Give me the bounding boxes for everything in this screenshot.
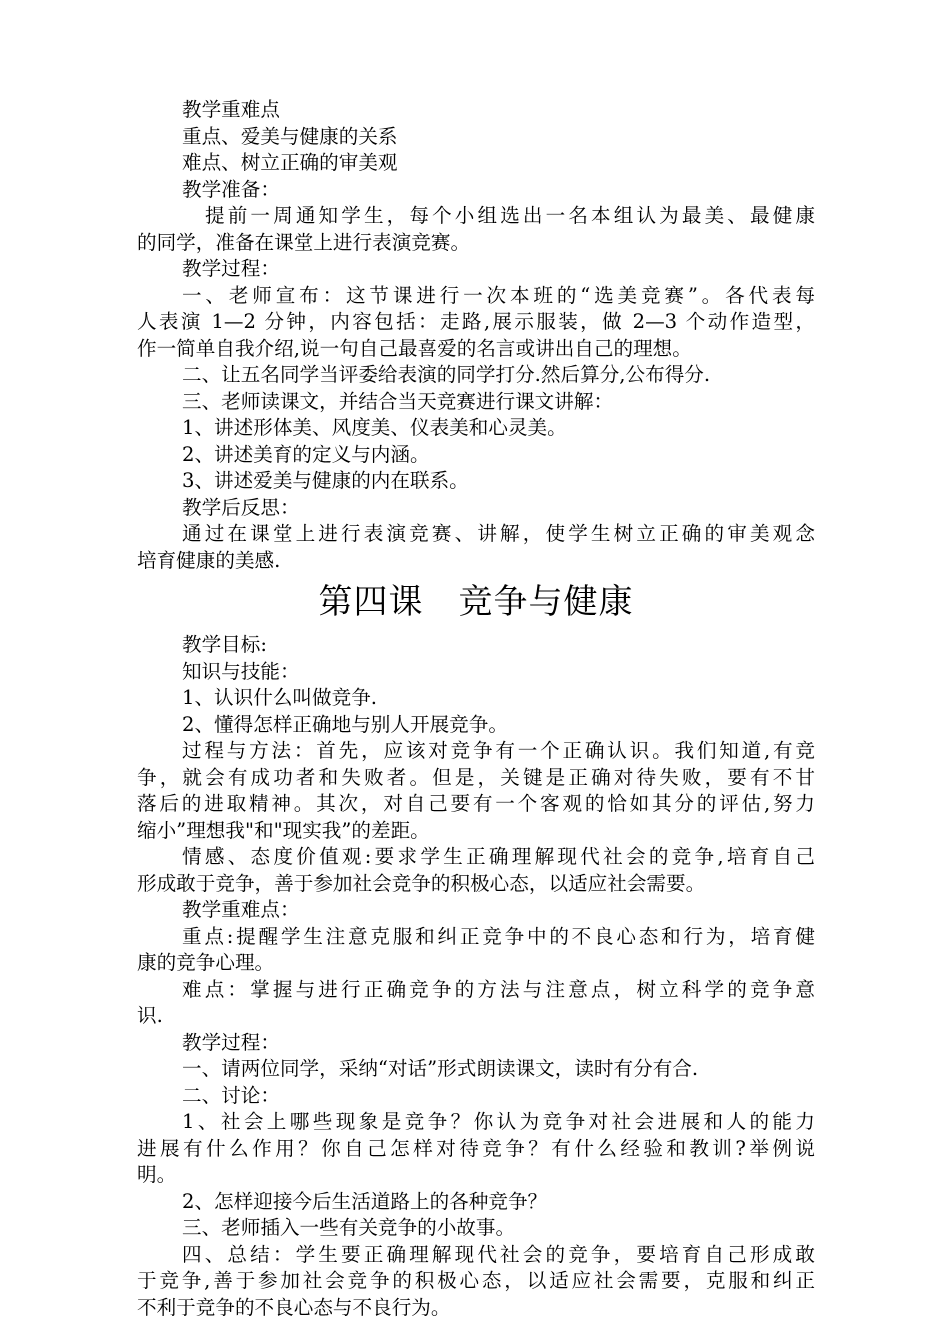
text-line: 缩小”理想我"和"现实我”的差距。 <box>137 818 430 842</box>
text-line: 于竞争,善于参加社会竞争的积极心态，以适应社会需要，克服和纠正 <box>137 1269 815 1292</box>
text-line: 识. <box>137 1004 163 1027</box>
text-line: 知识与技能： <box>182 659 300 683</box>
text-line: 作一简单自我介绍,说一句自己最喜爱的名言或讲出自己的理想。 <box>137 336 692 360</box>
text-line: 教学重难点： <box>182 898 300 921</box>
text-line: 教学后反思： <box>182 495 300 519</box>
lesson-title: 第四课 竞争与健康 <box>318 582 634 622</box>
text-line: 3、讲述爱美与健康的内在联系。 <box>182 469 469 492</box>
text-line: 明。 <box>137 1163 177 1186</box>
text-line: 康的竞争心理。 <box>137 951 275 974</box>
text-line: 四、总结：学生要正确理解现代社会的竞争，要培育自己形成敢 <box>182 1242 815 1266</box>
text-line: 三、老师插入一些有关竞争的小故事。 <box>182 1216 516 1239</box>
document-body <box>137 97 815 1321</box>
text-line: 难点、树立正确的审美观 <box>182 151 398 174</box>
text-line: 教学目标: <box>182 633 267 656</box>
text-line: 教学准备： <box>182 177 280 201</box>
text-line: 1、社会上哪些现象是竞争？你认为竞争对社会进展和人的能力 <box>182 1110 815 1133</box>
text-line: 二、让五名同学当评委给表演的同学打分.然后算分,公布得分. <box>182 363 711 386</box>
lesson-plan-section-1 <box>137 97 815 574</box>
text-line: 2、懂得怎样正确地与别人开展竞争。 <box>182 712 508 736</box>
text-line: 不利于竞争的不良心态与不良行为。 <box>137 1295 451 1319</box>
text-line: 2、怎样迎接今后生活道路上的各种竞争？ <box>182 1189 548 1213</box>
text-line: 形成敢于竞争，善于参加社会竞争的积极心态，以适应社会需要。 <box>137 871 706 895</box>
text-line: 教学过程： <box>182 257 280 280</box>
text-line: 的同学，准备在课堂上进行表演竞赛。 <box>137 230 471 254</box>
text-line: 教学过程： <box>182 1030 280 1054</box>
text-line: 争，就会有成功者和失败者。但是，关键是正确对待失败，要有不甘 <box>137 765 815 789</box>
text-line: 1、认识什么叫做竞争. <box>182 686 378 709</box>
text-line: 通过在课堂上进行表演竞赛、讲解，使学生树立正确的审美观念 <box>182 522 815 545</box>
text-line: 难点：掌握与进行正确竞争的方法与注意点，树立科学的竞争意 <box>182 977 815 1001</box>
text-line: 人表演 1—2 分钟，内容包括：走路,展示服装，做 2—3 个动作造型， <box>137 310 815 333</box>
text-line: 二、讨论： <box>182 1083 280 1107</box>
text-line: 一、请两位同学，采纳“对话”形式朗读课文，读时有分有合. <box>182 1057 699 1080</box>
text-line: 培育健康的美感. <box>137 548 281 572</box>
text-line: 进展有什么作用？你自己怎样对待竞争？有什么经验和教训?举例说 <box>137 1136 815 1160</box>
text-line: 重点、爱美与健康的关系 <box>182 124 398 148</box>
text-line: 重点:提醒学生注意克服和纠正竞争中的不良心态和行为，培育健 <box>182 924 815 948</box>
lesson-plan-section-2 <box>137 632 815 1321</box>
text-line: 1、讲述形体美、风度美、仪表美和心灵美。 <box>182 416 567 439</box>
text-line: 情感、态度价值观:要求学生正确理解现代社会的竞争,培育自己 <box>182 845 815 868</box>
text-line: 一、老师宣布：这节课进行一次本班的“选美竞赛”。各代表每 <box>182 283 815 307</box>
text-line: 三、老师读课文，并结合当天竞赛进行课文讲解： <box>182 389 614 413</box>
text-line: 落后的进取精神。其次，对自己要有一个客观的恰如其分的评估,努力 <box>137 792 815 815</box>
text-line: 提前一周通知学生，每个小组选出一名本组认为最美、最健康 <box>205 204 815 227</box>
text-line: 过程与方法：首先，应该对竞争有一个正确认识。我们知道,有竞 <box>182 739 815 762</box>
text-line: 教学重难点 <box>182 98 280 121</box>
text-line: 2、讲述美育的定义与内涵。 <box>182 442 430 466</box>
